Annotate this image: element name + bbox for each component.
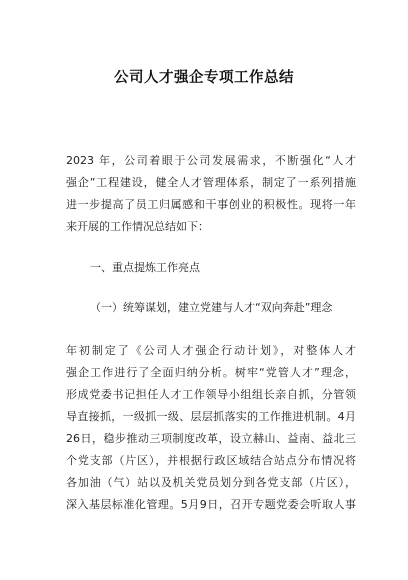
intro-line: 2023 年，公司着眼于公司发展需求，不断强化“人才 bbox=[66, 154, 356, 167]
body-line: 个党支部（片区），并根据行政区域结合站点分布情况将 bbox=[66, 454, 356, 467]
body-line: 26日，稳步推动三项制度改革，设立赫山、益南、益北三 bbox=[66, 432, 356, 445]
body-line: 各加油（气）站以及机关党员划分到各党支部（片区）， bbox=[66, 476, 356, 489]
body-line: 导直接抓，一级抓一级、层层抓落实的工作推进机制。4月 bbox=[66, 410, 356, 423]
body-line: 深入基层标准化管理。5月9日，召开专题党委会听取人事 bbox=[66, 498, 356, 511]
subsection-heading: （一）统筹谋划，建立党建与人才“双向奔赴”理念 bbox=[90, 301, 333, 314]
body-line: 形成党委书记担任人才工作领导小组组长亲自抓，分管领 bbox=[66, 388, 356, 401]
section-heading: 一、重点提炼工作亮点 bbox=[90, 261, 200, 274]
intro-line: 来开展的工作情况总结如下： bbox=[66, 220, 209, 233]
body-line: 年初制定了《公司人才强企行动计划》，对整体人才 bbox=[66, 344, 356, 357]
document-title: 公司人才强企专项工作总结 bbox=[114, 70, 294, 86]
intro-line: 强企”工程建设，健全人才管理体系，制定了一系列措施 bbox=[66, 176, 356, 189]
body-line: 强企工作进行了全面归纳分析。树牢“党管人才”理念， bbox=[66, 366, 356, 379]
intro-line: 进一步提高了员工归属感和干事创业的积极性。现将一年 bbox=[66, 198, 356, 211]
